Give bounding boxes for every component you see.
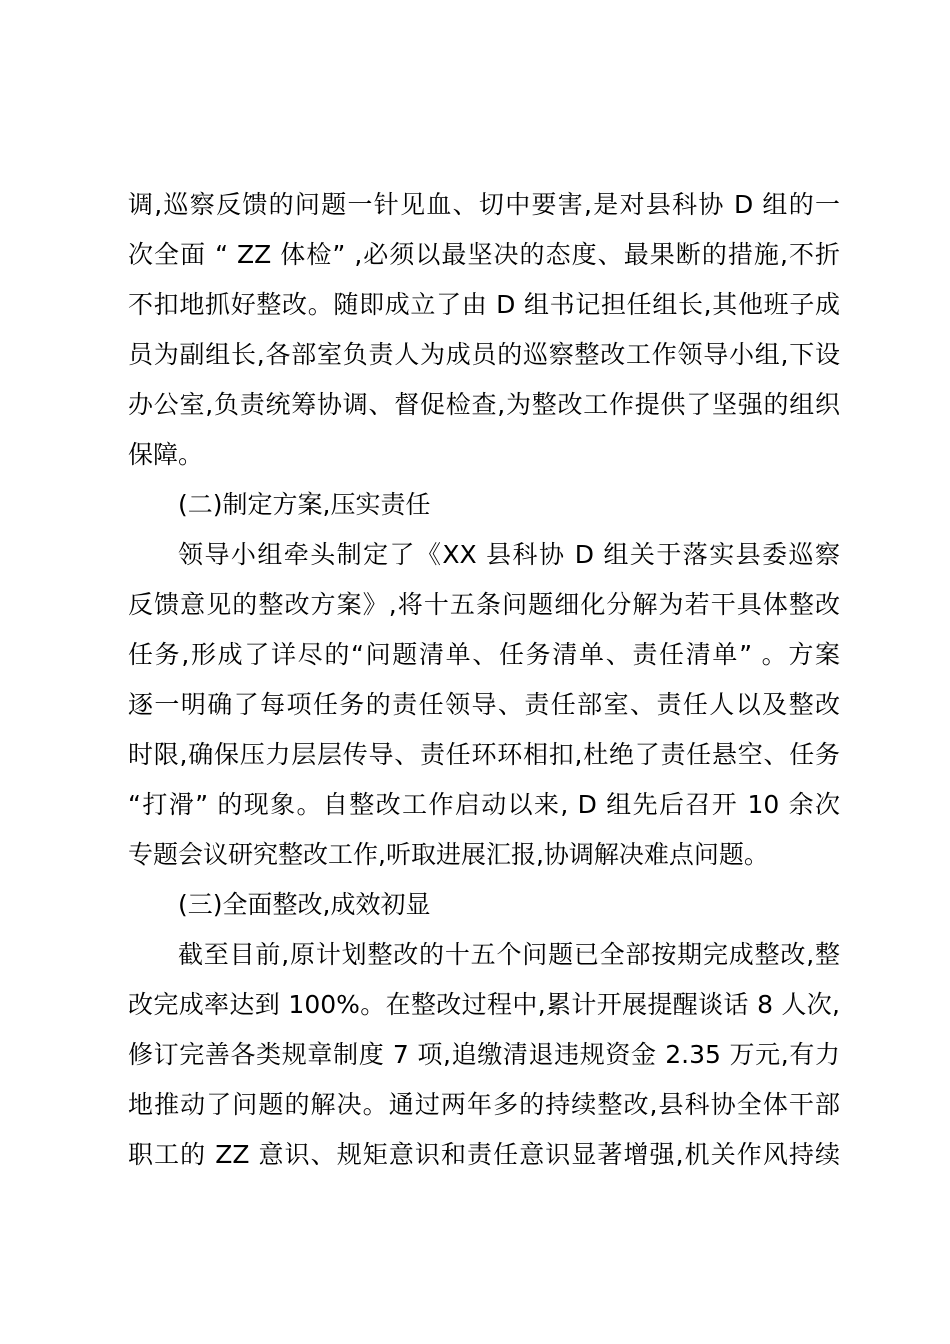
paragraph: [128, 180, 840, 480]
text-line: 不扣地抓好整改。随即成立了由 D 组书记担任组长,其他班子成: [128, 290, 840, 319]
text-line: 职工的 ZZ 意识、规矩意识和责任意识显著增强,机关作风持续: [128, 1140, 840, 1169]
text-line: 领导小组牵头制定了《XX 县科协 D 组关于落实县委巡察: [178, 540, 840, 569]
document-body: [128, 180, 840, 1180]
text-line: 任务,形成了详尽的“问题清单、任务清单、责任清单” 。方案: [128, 640, 840, 669]
text-line: 截至目前,原计划整改的十五个问题已全部按期完成整改,整: [178, 940, 840, 969]
text-line: 次全面 “ ZZ 体检” ,必须以最坚决的态度、最果断的措施,不折: [128, 240, 840, 269]
text-line: (三)全面整改,成效初显: [178, 890, 431, 919]
text-line: (二)制定方案,压实责任: [178, 490, 431, 519]
text-line: “打滑” 的现象。自整改工作启动以来, D 组先后召开 10 余次: [128, 790, 840, 819]
paragraph: [128, 880, 840, 930]
text-line: 保障。: [128, 440, 204, 469]
text-line: 时限,确保压力层层传导、责任环环相扣,杜绝了责任悬空、任务: [128, 740, 840, 769]
text-line: 员为副组长,各部室负责人为成员的巡察整改工作领导小组,下设: [128, 340, 840, 369]
text-line: 地推动了问题的解决。通过两年多的持续整改,县科协全体干部: [128, 1090, 840, 1119]
text-line: 调,巡察反馈的问题一针见血、切中要害,是对县科协 D 组的一: [128, 190, 840, 219]
paragraph: [128, 930, 840, 1180]
text-line: 修订完善各类规章制度 7 项,追缴清退违规资金 2.35 万元,有力: [128, 1040, 840, 1069]
text-line: 逐一明确了每项任务的责任领导、责任部室、责任人以及整改: [128, 690, 840, 719]
paragraph: [128, 530, 840, 880]
text-line: 反馈意见的整改方案》,将十五条问题细化分解为若干具体整改: [128, 590, 840, 619]
text-line: 专题会议研究整改工作,听取进展汇报,协调解决难点问题。: [128, 840, 769, 869]
paragraph: [128, 480, 840, 530]
text-line: 改完成率达到 100%。在整改过程中,累计开展提醒谈话 8 人次,: [128, 990, 840, 1019]
text-line: 办公室,负责统筹协调、督促检查,为整改工作提供了坚强的组织: [128, 390, 840, 419]
